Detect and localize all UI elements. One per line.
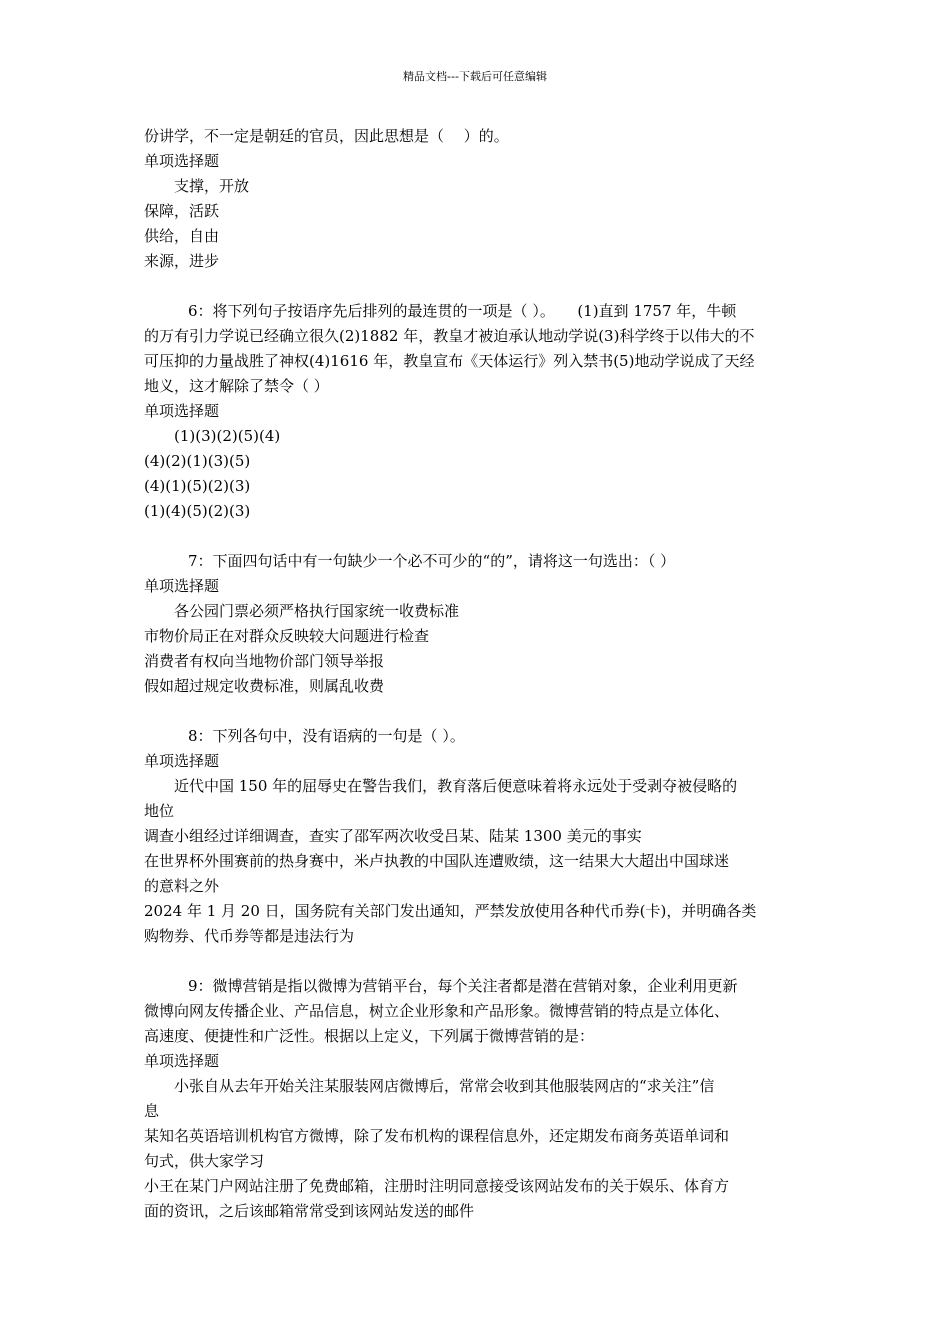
- q7-stem: 7：下面四句话中有一句缺少一个必不可少的“的”，请将这一句选出：（ ）: [188, 552, 676, 570]
- q7-option-c: 消费者有权向当地物价部门领导举报: [144, 652, 385, 670]
- q5-option-b: 保障，活跃: [144, 202, 220, 220]
- q5-type: 单项选择题: [144, 152, 220, 170]
- q7-option-d: 假如超过规定收费标准，则属乱收费: [144, 677, 385, 695]
- q5-option-c: 供给，自由: [144, 227, 220, 245]
- page-header: 精品文档---下载后可任意编辑: [403, 70, 547, 83]
- q6-option-b: (4)(2)(1)(3)(5): [144, 452, 251, 470]
- q9-stem-line-3: 高速度、便捷性和广泛性。根据以上定义，下列属于微博营销的是：: [144, 1027, 595, 1045]
- q8-option-b: 调查小组经过详细调查，查实了邵军两次收受吕某、陆某 1300 美元的事实: [144, 827, 642, 845]
- q7-type: 单项选择题: [144, 577, 220, 595]
- q6-stem-line-1: 6：将下列句子按语序先后排列的最连贯的一项是（ ）。 (1)直到 1757 年，牛顿: [188, 302, 737, 320]
- q6-option-c: (4)(1)(5)(2)(3): [144, 477, 251, 495]
- q9-option-c-line-2: 面的资讯，之后该邮箱常常受到该网站发送的邮件: [144, 1202, 475, 1220]
- q8-type: 单项选择题: [144, 752, 220, 770]
- q8-option-a-line-2: 地位: [144, 802, 175, 820]
- q8-stem: 8：下列各句中，没有语病的一句是（ ）。: [188, 727, 465, 745]
- q7-option-b: 市物价局正在对群众反映较大问题进行检查: [144, 627, 430, 645]
- q9-option-b-line-2: 句式，供大家学习: [144, 1152, 265, 1170]
- q8-option-c-line-2: 的意料之外: [144, 877, 220, 895]
- q8-option-c-line-1: 在世界杯外围赛前的热身赛中，米卢执教的中国队连遭败绩，这一结果大大超出中国球迷: [144, 852, 730, 870]
- q9-option-b-line-1: 某知名英语培训机构官方微博，除了发布机构的课程信息外，还定期发布商务英语单词和: [144, 1127, 730, 1145]
- q9-stem-line-1: 9：微博营销是指以微博为营销平台，每个关注者都是潜在营销对象，企业利用更新: [188, 977, 738, 995]
- q8-option-a-line-1: 近代中国 150 年的屈辱史在警告我们，教育落后便意味着将永远处于受剥夺被侵略的: [174, 777, 738, 795]
- q5-option-a: 支撑，开放: [174, 177, 250, 195]
- q7-option-a: 各公园门票必须严格执行国家统一收费标准: [174, 602, 460, 620]
- q9-type: 单项选择题: [144, 1052, 220, 1070]
- q6-option-a: (1)(3)(2)(5)(4): [174, 427, 281, 445]
- q5-option-d: 来源，进步: [144, 252, 220, 270]
- q8-option-d-line-1: 2024 年 1 月 20 日，国务院有关部门发出通知，严禁发放使用各种代币券(卡)，并明确各类: [144, 902, 757, 920]
- q6-stem-line-4: 地义，这才解除了禁令（ ）: [144, 377, 329, 395]
- document-body: [144, 124, 808, 1224]
- q5-stem-tail: 份讲学，不一定是朝廷的官员，因此思想是（ ）的。: [144, 127, 509, 145]
- q9-option-c-line-1: 小王在某门户网站注册了免费邮箱，注册时注明同意接受该网站发布的关于娱乐、体育方: [144, 1177, 730, 1195]
- q9-option-a-line-2: 息: [144, 1102, 160, 1120]
- q6-stem-line-3: 可压抑的力量战胜了神权(4)1616 年，教皇宣布《天体运行》列入禁书(5)地动学说成了天经: [144, 352, 755, 370]
- q8-option-d-line-2: 购物券、代币券等都是违法行为: [144, 927, 355, 945]
- q6-option-d: (1)(4)(5)(2)(3): [144, 502, 251, 520]
- q9-option-a-line-1: 小张自从去年开始关注某服装网店微博后，常常会收到其他服装网店的“求关注”信: [174, 1077, 715, 1095]
- q6-type: 单项选择题: [144, 402, 220, 420]
- q6-stem-line-2: 的万有引力学说已经确立很久(2)1882 年，教皇才被迫承认地动学说(3)科学终于以伟大的不: [144, 327, 755, 345]
- q9-stem-line-2: 微博向网友传播企业、产品信息，树立企业形象和产品形象。微博营销的特点是立体化、: [144, 1002, 730, 1020]
